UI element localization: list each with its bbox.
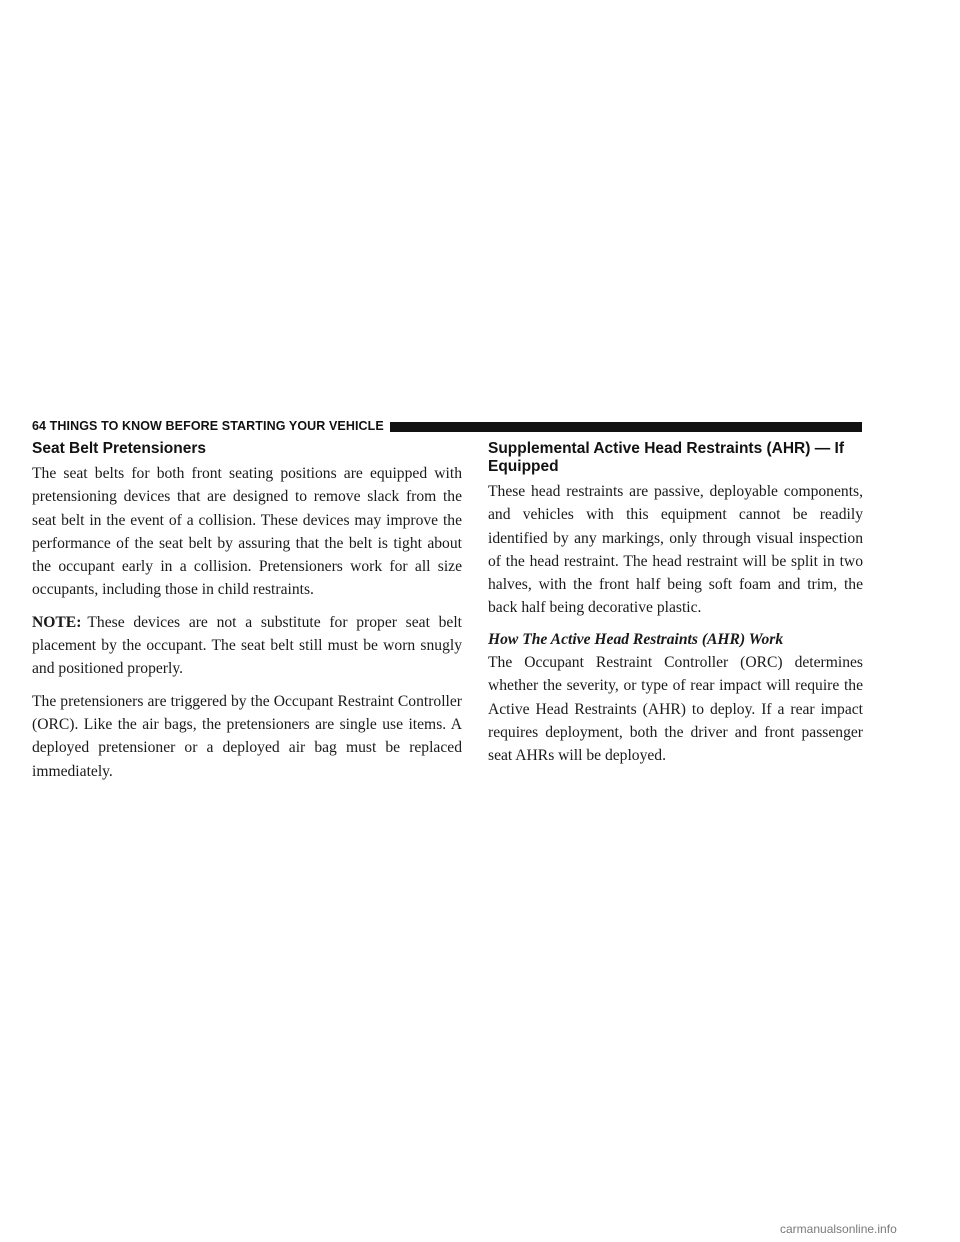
note-paragraph: [32, 611, 462, 681]
paragraph-pretensioners-intro: The seat belts for both front seating positions are equipped with pretensioning devices that are designed to remove slack from the seat belt in the event of a collision. These devices may improve the performance of the seat belt by assuring that the belt is tight about the occupant early in a collision. Pretensioners work for all size occupants, including those in child restraints.: [32, 465, 462, 599]
page-number-and-chapter: 64 THINGS TO KNOW BEFORE STARTING YOUR VEHICLE: [32, 419, 384, 433]
header-rule: [390, 422, 862, 432]
paragraph-ahr-intro: These head restraints are passive, deployable components, and vehicles with this equipment cannot be readily identified by any markings, only through visual inspection of the head restraint. The head restraint will be split in two halves, with the front half being soft foam and trim, the back half being decorative plastic.: [488, 483, 863, 617]
left-column: [32, 440, 462, 783]
paragraph-pretensioners-trigger: The pretensioners are triggered by the Occupant Restraint Controller (ORC). Like the air bags, the pretensioners are single use items. A deployed pretensioner or a deployed air bag must be replaced immediately.: [32, 692, 462, 780]
section-title-seat-belt-pretensioners: Seat Belt Pretensioners: [32, 440, 207, 457]
note-text: These devices are not a substitute for proper seat belt placement by the occupant. The seat belt still must be worn snugly and positioned properly.: [32, 613, 462, 678]
right-column: [488, 440, 863, 768]
watermark: carmanualsonline.info: [780, 1222, 897, 1236]
page-header: [32, 419, 862, 433]
subhead-how-ahr-work: How The Active Head Restraints (AHR) Work: [488, 630, 784, 648]
note-label: NOTE:: [32, 613, 82, 631]
section-title-active-head-restraints: Supplemental Active Head Restraints (AHR) — If Equipped: [488, 440, 844, 475]
paragraph-ahr-operation: The Occupant Restraint Controller (ORC) determines whether the severity, or type of rear impact will require the Active Head Restraints (AHR) to deploy. If a rear impact requires deployment, both the driver and front passenger seat AHRs will be deployed.: [488, 654, 863, 765]
